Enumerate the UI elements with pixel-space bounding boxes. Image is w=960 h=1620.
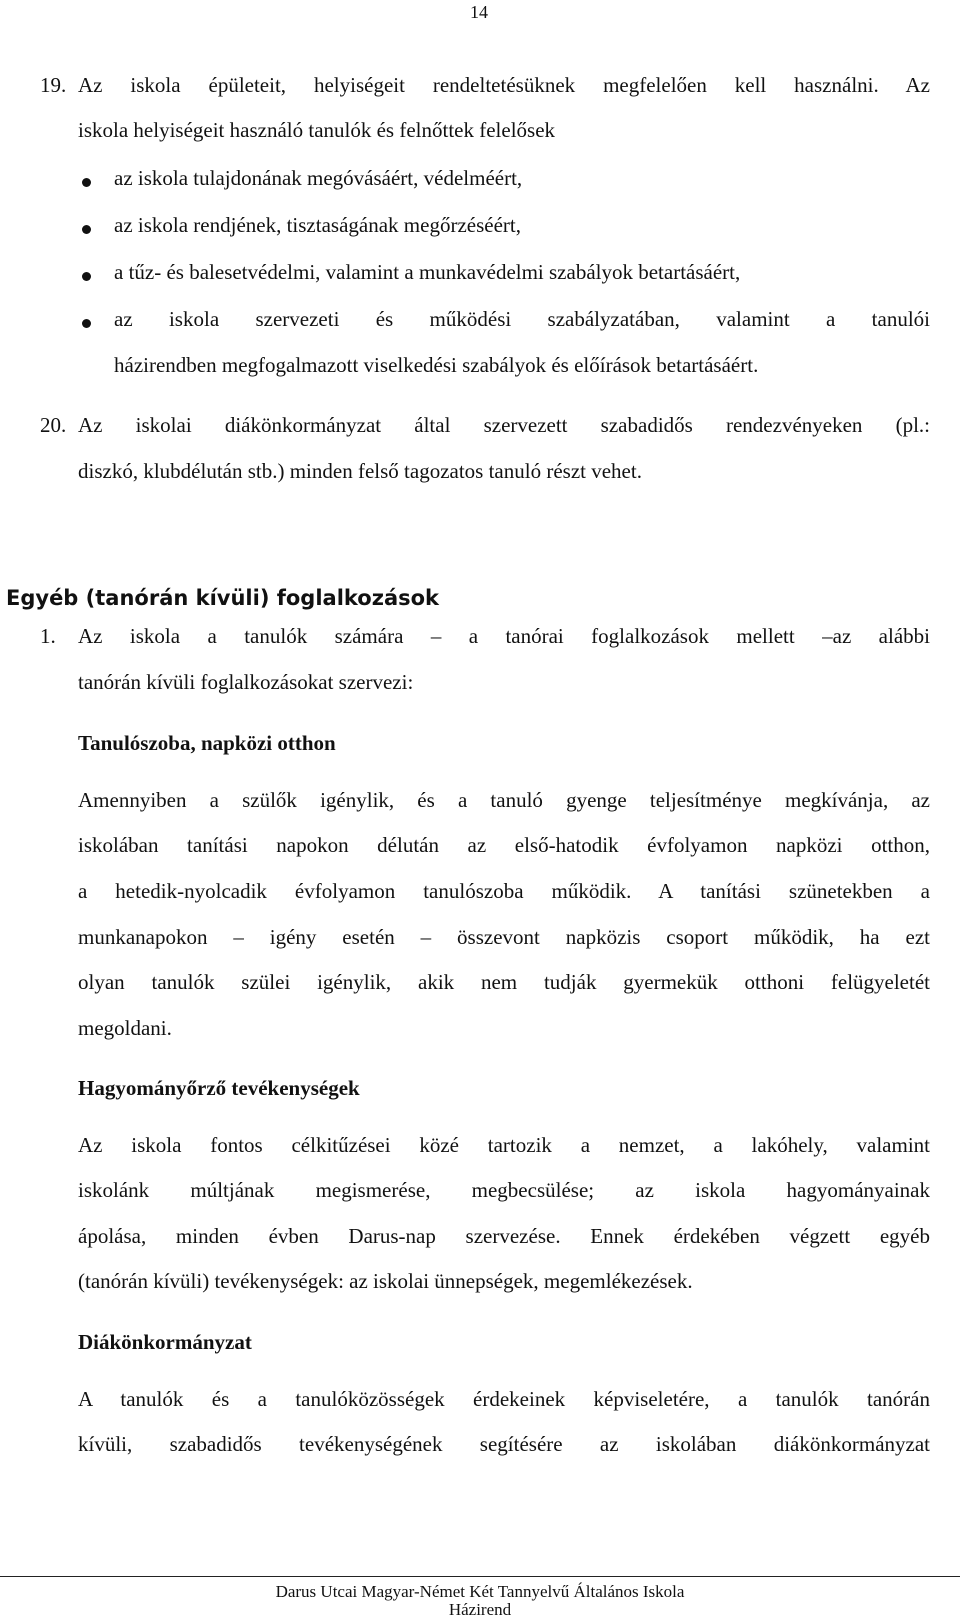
bullet-icon xyxy=(82,272,91,281)
napkozi-line-4: munkanapokon – igény esetén – összevont napközis csoport működik, ha ezt xyxy=(78,925,930,949)
bullet-item-4-continued: házirendben megfogalmazott viselkedési szabályok és előírások betartásáért. xyxy=(114,353,759,377)
diak-line-2: kívüli, szabadidős tevékenységének segítésére az iskolában diákönkormányzat xyxy=(78,1432,930,1456)
bullet-icon xyxy=(82,178,91,187)
napkozi-line-3: a hetedik-nyolcadik évfolyamon tanulószoba működik. A tanítási szünetekben a xyxy=(78,879,930,903)
item-19-line-1: Az iskola épületeit, helyiségeit rendeltetésüknek megfelelően kell használni. Az xyxy=(78,73,930,97)
item-20-line-1: Az iskolai diákönkormányzat által szervezett szabadidős rendezvényeken (pl.: xyxy=(78,413,930,437)
intro-number: 1. xyxy=(40,624,56,648)
napkozi-line-6: megoldani. xyxy=(78,1016,172,1040)
bullet-item-1: az iskola tulajdonának megóvásáért, védelméért, xyxy=(114,166,523,190)
napkozi-line-2: iskolában tanítási napokon délután az első-hatodik évfolyamon napközi otthon, xyxy=(78,833,930,857)
hagyomany-line-2: iskolánk múltjának megismerése, megbecsülése; az iskola hagyományainak xyxy=(78,1178,930,1202)
intro-line-2: tanórán kívüli foglalkozásokat szervezi: xyxy=(78,670,414,694)
bullet-icon xyxy=(82,319,91,328)
hagyomany-line-3: ápolása, minden évben Darus-nap szervezése. Ennek érdekében végzett egyéb xyxy=(78,1224,930,1248)
page-number: 14 xyxy=(470,2,488,22)
footer-document-name: Házirend xyxy=(448,1600,512,1619)
hagyomany-line-4: (tanórán kívüli) tevékenységek: az iskolai ünnepségek, megemlékezések. xyxy=(78,1269,693,1293)
subheading-hagyomany: Hagyományőrző tevékenységek xyxy=(78,1076,360,1100)
hagyomany-line-1: Az iskola fontos célkitűzései közé tartozik a nemzet, a lakóhely, valamint xyxy=(78,1133,930,1157)
item-19-number: 19. xyxy=(40,73,67,97)
item-20-line-2: diszkó, klubdélután stb.) minden felső tagozatos tanuló részt vehet. xyxy=(78,459,642,483)
napkozi-line-1: Amennyiben a szülők igénylik, és a tanuló gyenge teljesítménye megkívánja, az xyxy=(78,788,930,812)
bullet-icon xyxy=(82,225,91,234)
napkozi-line-5: olyan tanulók szülei igénylik, akik nem tudják gyermekük otthoni felügyeletét xyxy=(78,970,930,994)
item-20-number: 20. xyxy=(40,413,67,437)
bullet-item-2: az iskola rendjének, tisztaságának megőrzéséért, xyxy=(114,213,521,237)
bullet-item-4: az iskola szervezeti és működési szabályzatában, valamint a tanulói xyxy=(114,307,930,331)
footer-school-name: Darus Utcai Magyar-Német Két Tannyelvű Általános Iskola xyxy=(275,1582,685,1601)
subheading-napkozi: Tanulószoba, napközi otthon xyxy=(78,731,336,755)
diak-line-1: A tanulók és a tanulóközösségek érdekeinek képviseletére, a tanulók tanórán xyxy=(78,1387,930,1411)
subheading-diak: Diákönkormányzat xyxy=(78,1330,252,1354)
intro-line-1: Az iskola a tanulók számára – a tanórai foglalkozások mellett –az alábbi xyxy=(78,624,930,648)
section-heading: Egyéb (tanórán kívüli) foglalkozások xyxy=(6,586,440,610)
item-19-line-2: iskola helyiségeit használó tanulók és felnőttek felelősek xyxy=(78,118,556,142)
bullet-item-3: a tűz- és balesetvédelmi, valamint a munkavédelmi szabályok betartásáért, xyxy=(114,260,741,284)
footer-divider xyxy=(0,1576,960,1577)
